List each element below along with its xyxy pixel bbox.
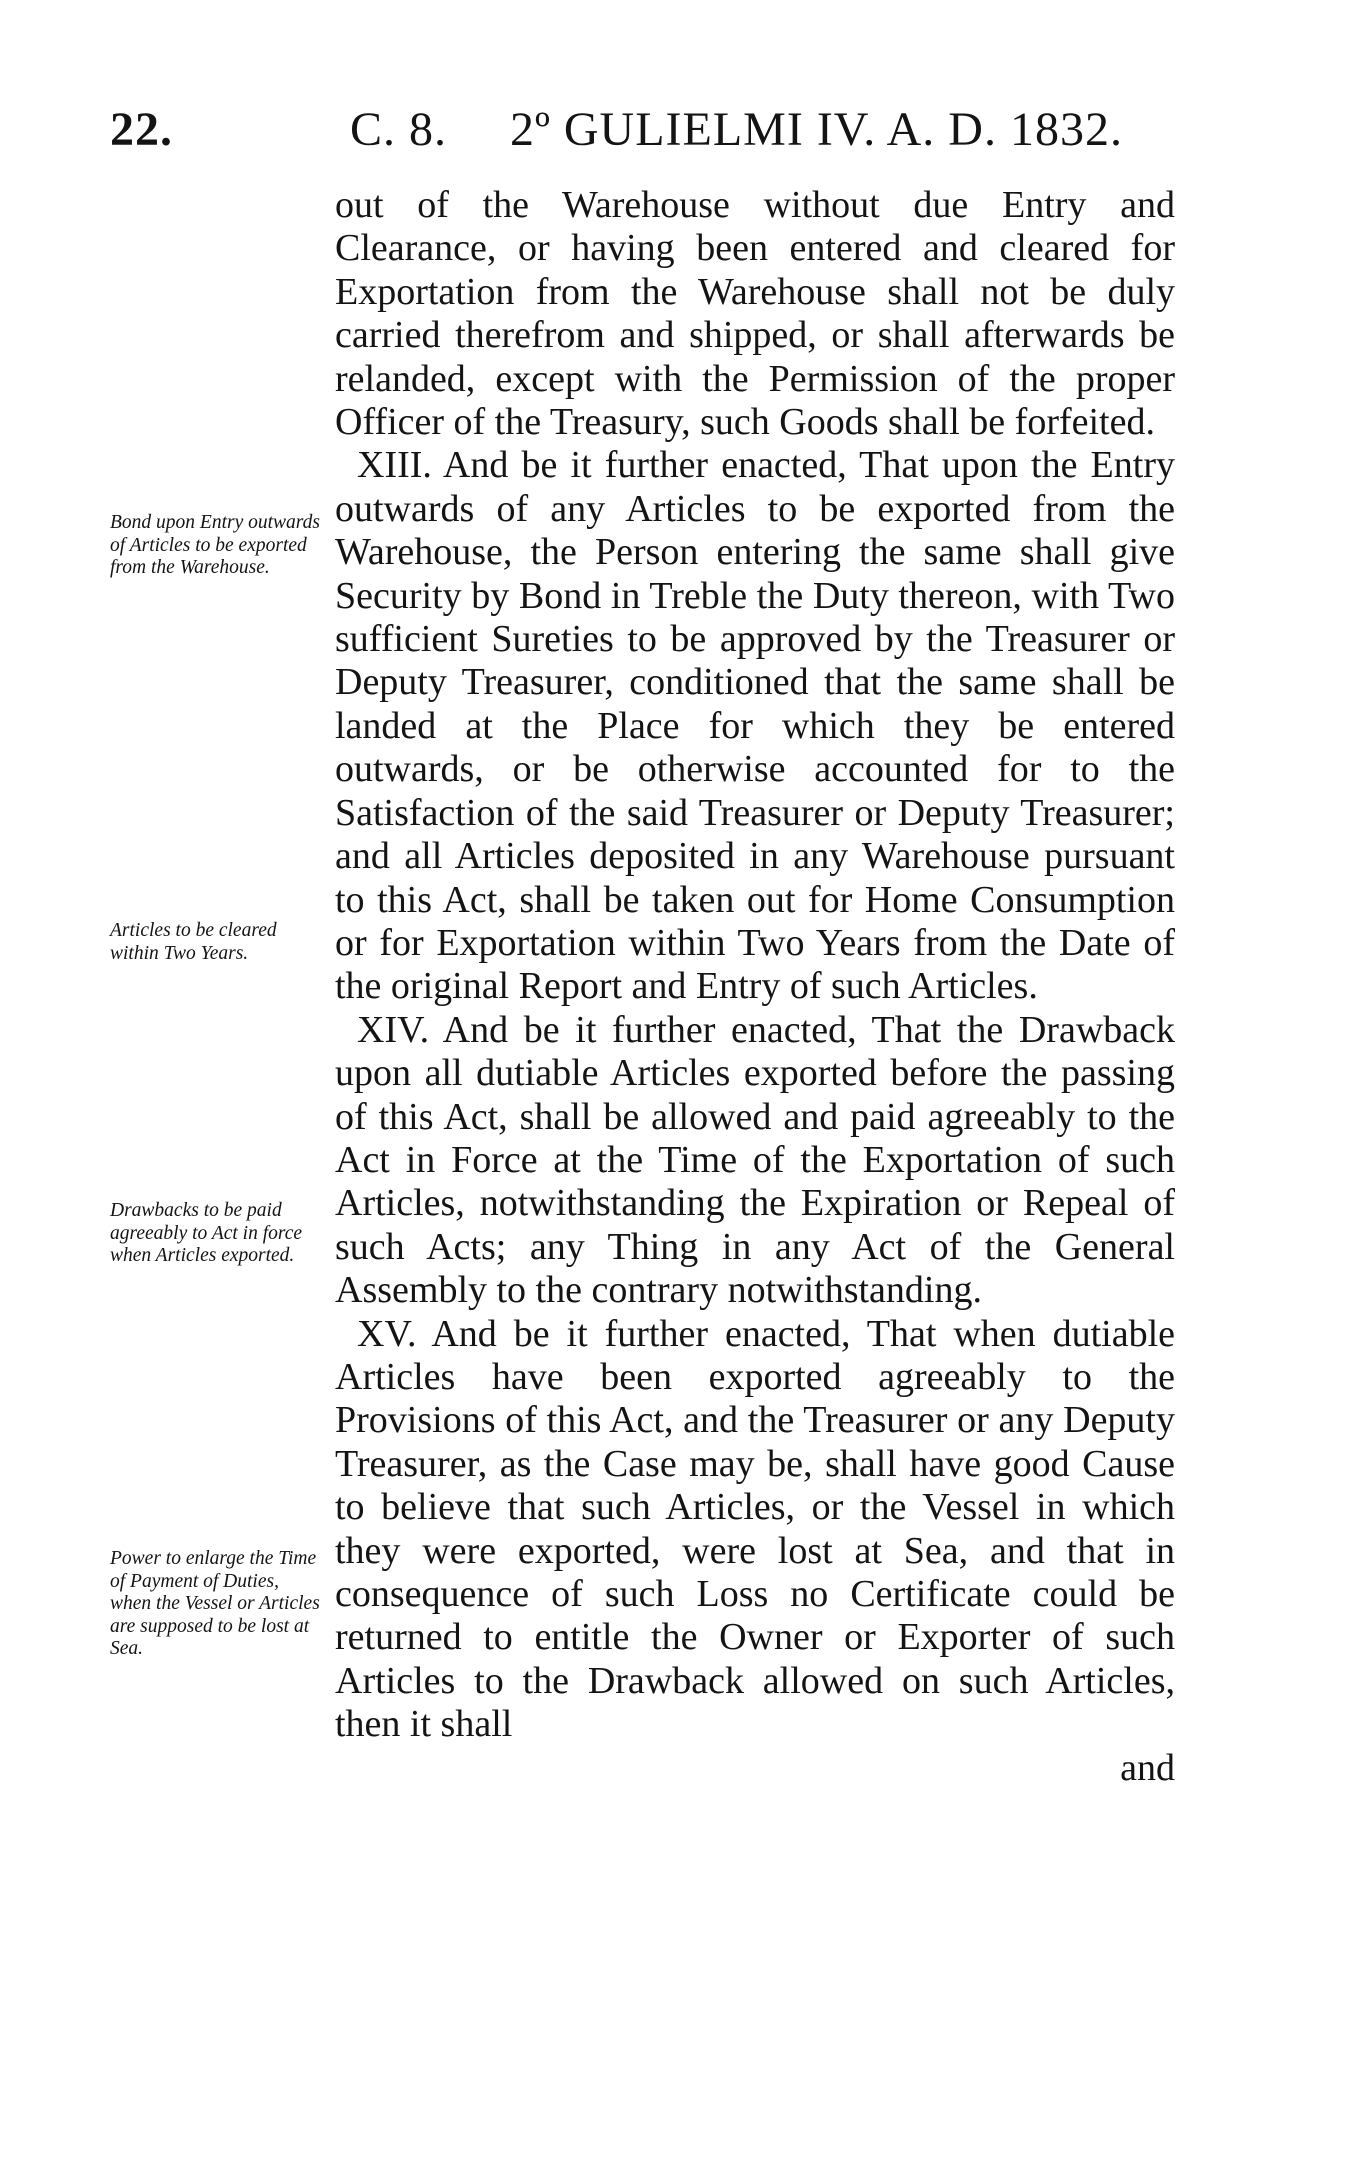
catchword: and: [1120, 1746, 1175, 1789]
section-xiii: XIII. And be it further enacted, That upon the Entry outwards of any Articles to be exported from the Warehouse, the Person entering the same shall give Security by Bond in Treble the Duty thereon, with Two sufficient Sureties to be approved by the Treasurer or Deputy Treasurer, conditioned that the same shall be landed at the Place for which they be entered outwards, or be otherwise accounted for to the Satisfaction of the said Treasurer or Deputy Treasurer; and all Articles deposited in any Warehouse pursuant to this Act, shall be taken out for Home Consumption or for Exportation within Two Years from the Date of the original Report and Entry of such Articles.: [335, 444, 1175, 1008]
sidenote-articles-cleared: [110, 920, 320, 965]
section-xv: XV. And be it further enacted, That when dutiable Articles have been exported agreeably to the Provisions of this Act, and the Treasurer or any Deputy Treasurer, as the Case may be, shall have good Cause to believe that such Articles, or the Vessel in which they were exported, were lost at Sea, and that in consequence of such Loss no Certificate could be returned to entitle the Owner or Exporter of such Articles to the Drawback allowed on such Articles, then it shall: [335, 1312, 1175, 1746]
chapter-number: C. 8.: [350, 103, 448, 156]
sidenote-drawbacks: [110, 1200, 320, 1268]
sidenote-power-to-enlarge: [110, 1548, 320, 1661]
page-header: [110, 102, 1190, 162]
section-xiv: XIV. And be it further enacted, That the Drawback upon all dutiable Articles exported before the passing of this Act, shall be allowed and paid agreeably to the Act in Force at the Time of the Exportation of such Articles, notwithstanding the Expiration or Repeal of such Acts; any Thing in any Act of the General Assembly to the contrary notwithstanding.: [335, 1008, 1175, 1312]
sidenote-bond-upon-entry: [110, 512, 320, 580]
body-text: [335, 184, 1175, 1790]
sidenote-text: Power to enlarge the Time of Payment of Duties, when the Vessel or Articles are supposed to be lost at Sea.: [110, 1548, 320, 1659]
page-number: 22.: [110, 103, 173, 156]
sidenote-text: Articles to be cleared within Two Years.: [110, 920, 277, 964]
sidenote-text: Drawbacks to be paid agreeably to Act in force when Articles exported.: [110, 1200, 303, 1266]
paragraph-continuation: out of the Warehouse without due Entry and Clearance, or having been entered and cleared for Exportation from the Warehouse shall not be duly carried therefrom and shipped, or shall afterwards be relanded, except with the Permission of the proper Officer of the Treasury, such Goods shall be forfeited.: [335, 184, 1175, 444]
sidenote-text: Bond upon Entry outwards of Articles to be exported from the Warehouse.: [110, 512, 320, 578]
regnal-year-title: 2º GULIELMI IV. A. D. 1832.: [510, 103, 1123, 156]
